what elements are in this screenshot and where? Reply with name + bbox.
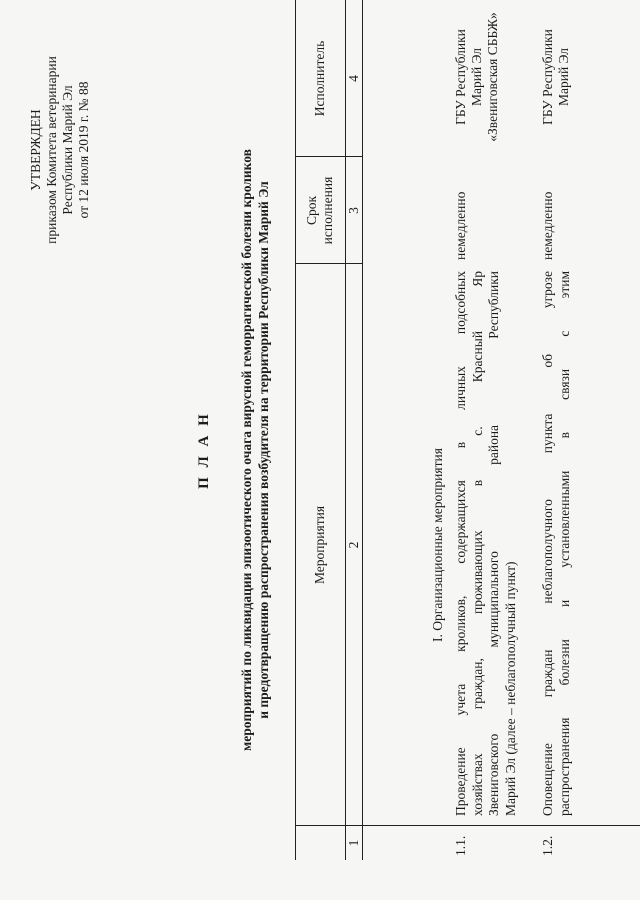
row-text-line: Оповещение граждан неблагополучного пункта об угрозе xyxy=(540,271,555,816)
row-text-line: Марий Эл (далее – неблагополучный пункт) xyxy=(502,561,518,816)
row-executor-line: «Звениговская СББЖ» xyxy=(485,12,500,142)
header-number: 1 xyxy=(345,839,361,847)
header-deadline-line: Срок xyxy=(304,195,319,226)
header-executor: Исполнитель xyxy=(312,40,327,117)
row-measure-text xyxy=(453,271,519,816)
row-number: 1.1. xyxy=(453,835,468,856)
section-heading: I. Организационные мероприятия xyxy=(430,448,445,642)
header-measures: Мероприятия xyxy=(312,505,327,585)
plan-subtitle-line: и предотвращению распространения возбудителя на территории Республики Марий Эл xyxy=(256,181,271,719)
header-deadline-line: исполнения xyxy=(320,176,335,245)
row-executor xyxy=(453,2,501,152)
plan-title: П Л А Н xyxy=(196,411,212,489)
approval-line: Республики Марий Эл xyxy=(60,85,75,215)
table-number-row-divider xyxy=(362,0,363,860)
header-number: 2 xyxy=(345,541,361,549)
row-deadline: немедленно xyxy=(453,191,468,260)
plan-subtitle xyxy=(238,0,272,900)
row-executor xyxy=(540,2,572,152)
row-number: 1.2. xyxy=(540,835,555,856)
row-text-line: Звениговского муниципального района Республики xyxy=(486,271,501,816)
row-executor-line: Марий Эл xyxy=(556,47,571,107)
approval-line: УТВЕРЖДЕН xyxy=(28,109,43,191)
header-number: 3 xyxy=(345,207,361,214)
row-deadline: немедленно xyxy=(540,191,555,260)
row-text-line: хозяйствах граждан, проживающих в с. Красный Яр xyxy=(469,271,485,816)
header-deadline xyxy=(295,157,345,264)
row-executor-line: Марий Эл xyxy=(469,47,484,107)
approval-line: от 12 июля 2019 г. № 88 xyxy=(76,81,91,219)
row-text-line: Проведение учета кроликов, содержащихся в личных подсобных xyxy=(453,271,468,816)
row-text-line: распространения болезни и установленными в связи с этим xyxy=(556,271,572,816)
plan-subtitle-line: мероприятий по ликвидации эпизоотического очага вирусной геморрагической болезни кроликов xyxy=(239,149,254,751)
approval-stamp xyxy=(28,20,92,280)
row-executor-line: ГБУ Республики xyxy=(453,29,468,125)
approval-line: приказом Комитета ветеринарии xyxy=(44,56,59,244)
row-measure-text xyxy=(540,271,573,816)
row-executor-line: ГБУ Республики xyxy=(540,29,555,125)
header-number: 4 xyxy=(345,75,361,82)
